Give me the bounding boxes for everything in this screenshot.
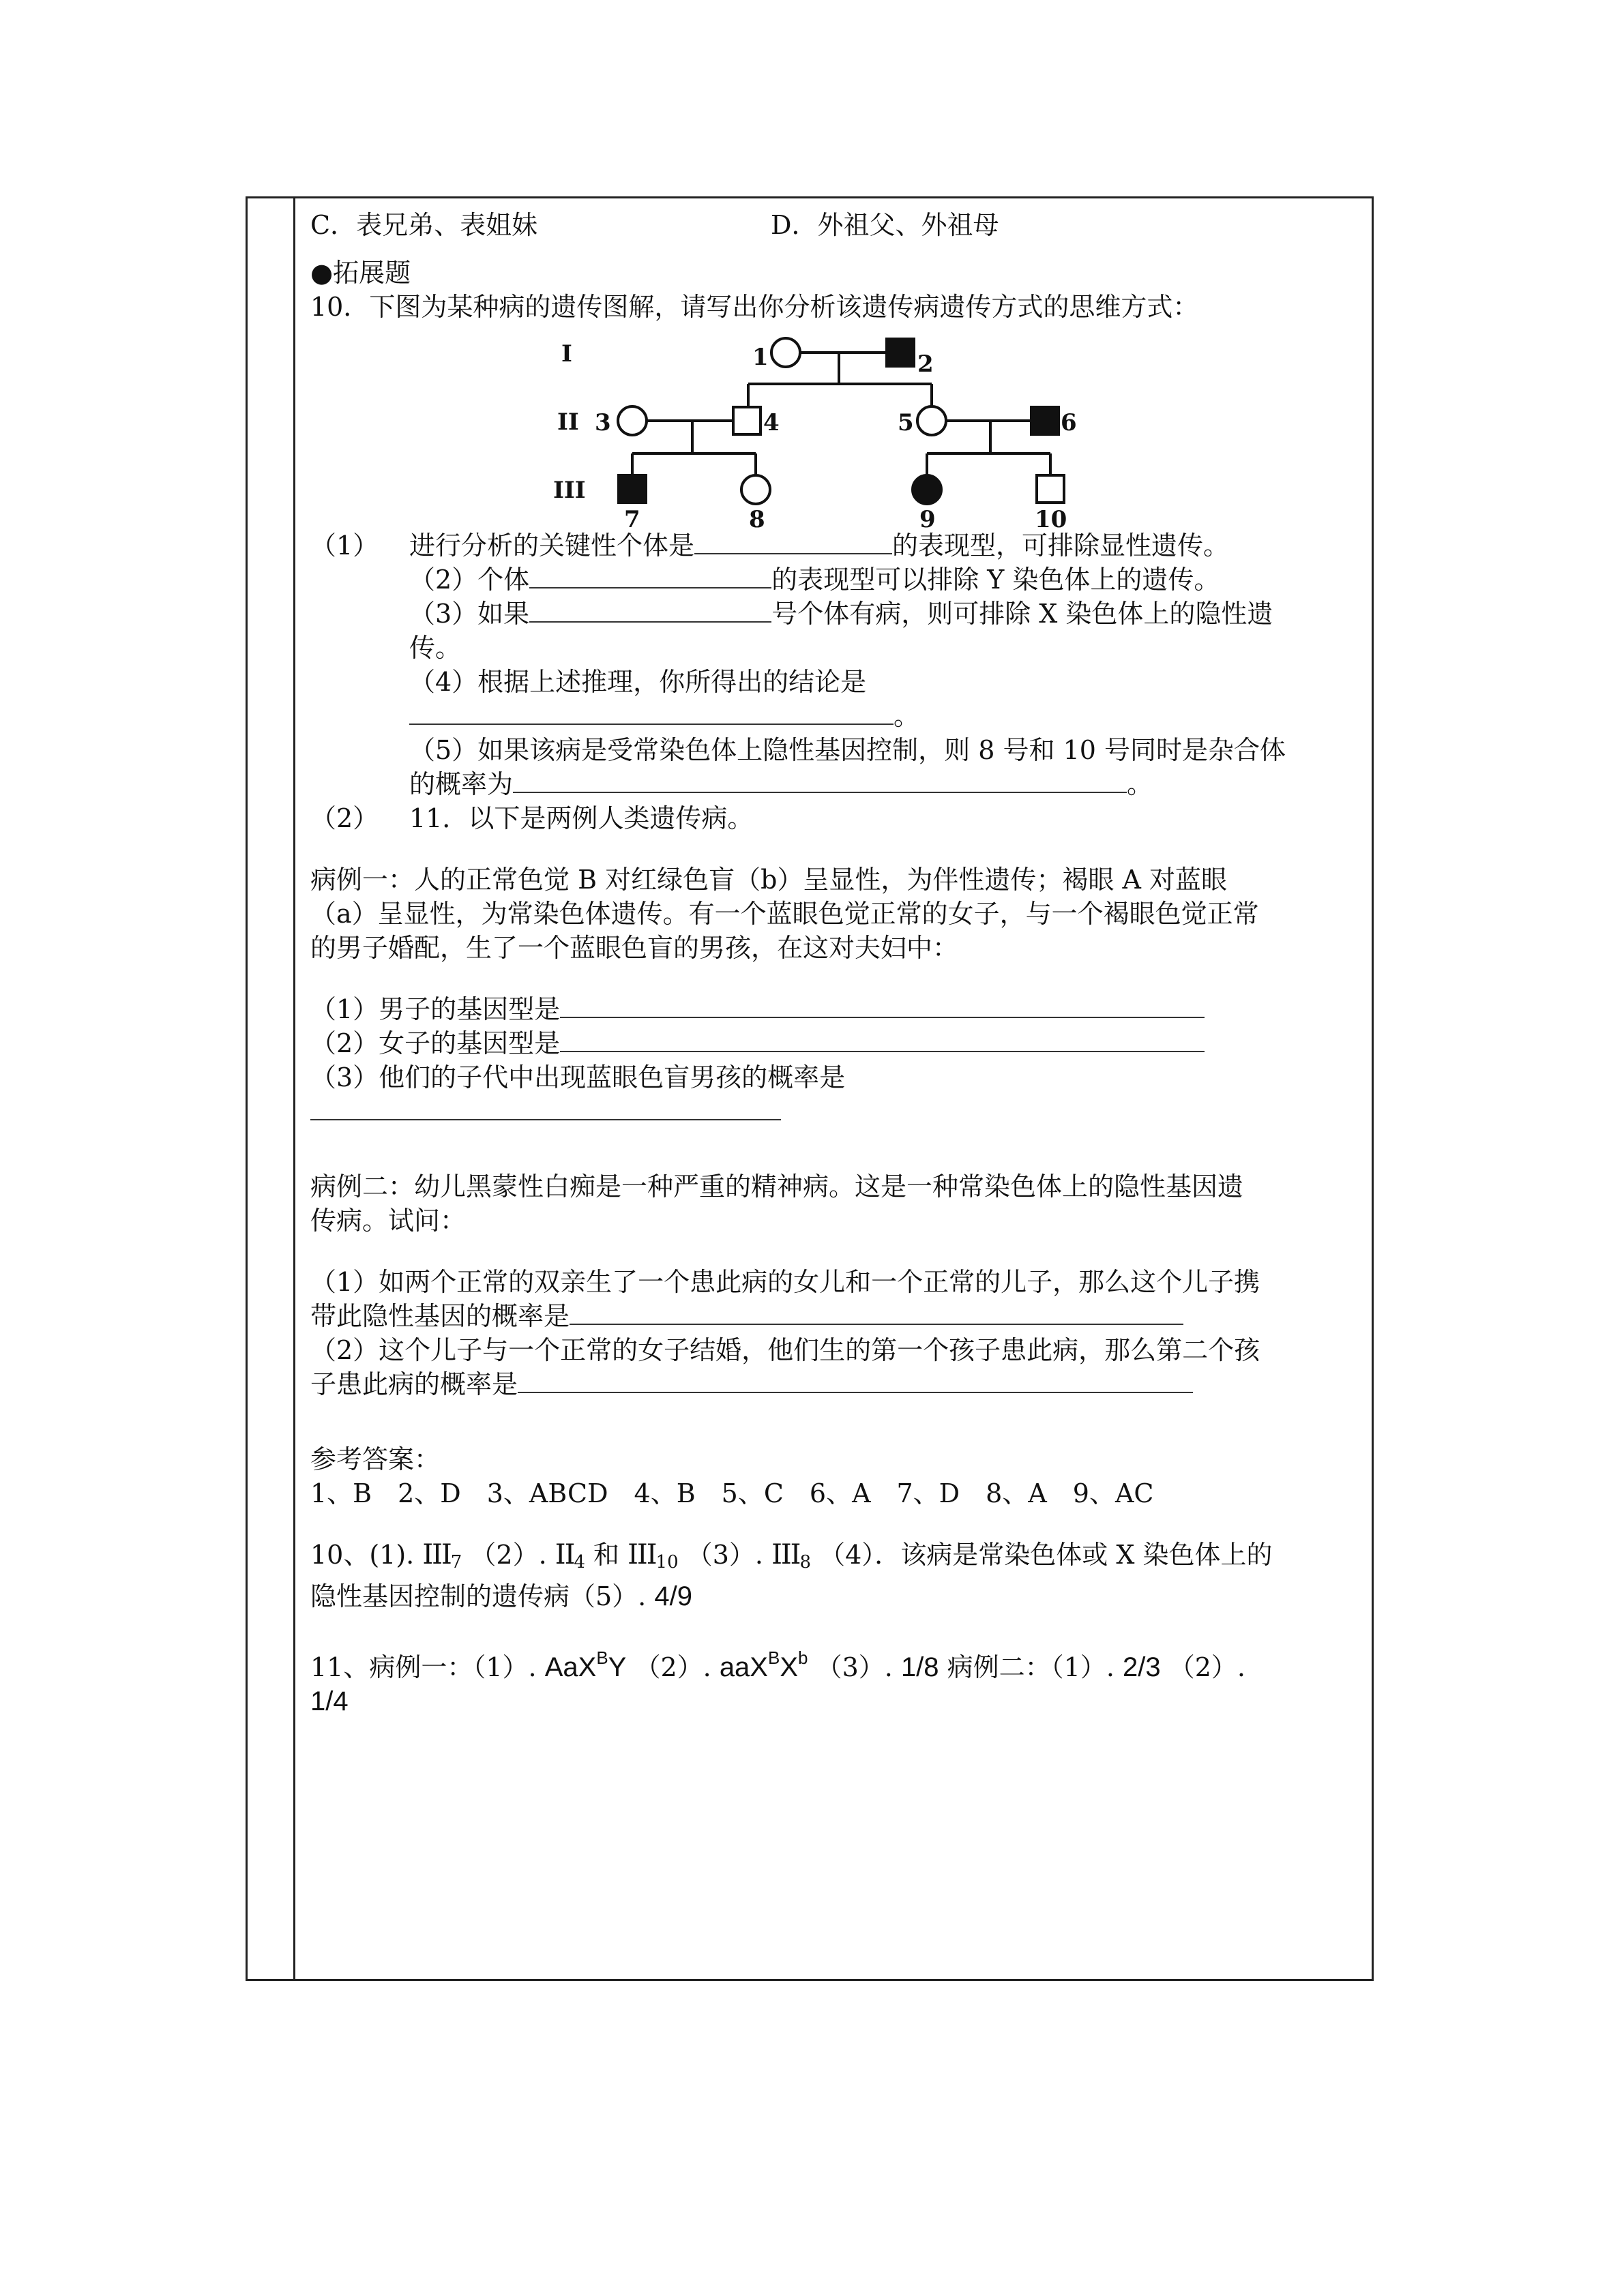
individual-1	[771, 338, 800, 367]
generation-label-2: II	[557, 408, 579, 436]
q10-part3: （3）如果 号个体有病，则可排除 X 染色体上的隐性遗	[310, 597, 1357, 631]
answer-10: 10、(1). $III_7$ （2）. $II_4$ 和 $III_{10}$ （3）. $III_8$ （4）．该病是常染色体或 X 染色体上的	[310, 1539, 1273, 1572]
q10-part5: （5）如果该病是受常染色体上隐性基因控制，则 8 号和 10 号同时是杂合体	[409, 735, 1286, 765]
individual-label-6: 6	[1061, 409, 1077, 436]
individual-4	[733, 407, 761, 434]
generation-label-3: III	[553, 477, 586, 504]
generation-label-1: I	[561, 340, 572, 368]
answer-blank[interactable]	[513, 767, 1127, 793]
individual-label-9: 9	[919, 506, 936, 533]
q10-part4: （4）根据上述推理，你所得出的结论是	[409, 667, 867, 697]
q10-part3-cont: 传。	[409, 633, 462, 663]
individual-label-4: 4	[763, 409, 780, 436]
q10-part1: （1） 进行分析的关键性个体是 的表现型，可排除显性遗传。	[310, 528, 1357, 563]
answer-blank[interactable]	[529, 597, 771, 623]
individual-3	[618, 406, 647, 435]
answer-11: 11、病例一：（1）. AaX$^B$Y （2）. $aaX^BX^b$ （3）. 1/8 病例二：（1）. 2/3 （2）.	[310, 1648, 1245, 1682]
q10-part4-blank: 。	[310, 699, 1357, 733]
case2-line2: 传病。试问：	[310, 1206, 467, 1236]
answer-blank[interactable]	[570, 1299, 1183, 1325]
case2-q2: （2）这个儿子与一个正常的女子结婚，他们生的第一个孩子患此病，那么第二个孩	[310, 1335, 1260, 1365]
q11-stem: （2） 11．以下是两例人类遗传病。	[310, 803, 754, 833]
case1-line3: 的男子婚配，生了一个蓝眼色盲的男孩，在这对夫妇中：	[310, 933, 959, 963]
answer-10-cont: 隐性基因控制的遗传病（5）. 4/9	[310, 1581, 692, 1611]
answers-mc: 1、B 2、D 3、ABCD 4、B 5、C 6、A 7、D 8、A 9、AC	[310, 1478, 1154, 1508]
q10-part5-cont: 的概率为 。	[310, 767, 1357, 801]
option-d: D．外祖父、外祖母	[771, 210, 999, 240]
case1-q3-blank	[310, 1094, 1357, 1129]
case1-q1: （1）男子的基因型是	[310, 992, 1357, 1026]
answer-blank[interactable]	[518, 1367, 1193, 1393]
case2-q1: （1）如两个正常的双亲生了一个患此病的女儿和一个正常的儿子，那么这个儿子携	[310, 1267, 1260, 1297]
answer-blank[interactable]	[310, 1094, 781, 1120]
answer-blank[interactable]	[560, 1026, 1205, 1052]
answer-blank[interactable]	[694, 528, 892, 554]
case2-line1: 病例二：幼儿黑蒙性白痴是一种严重的精神病。这是一种常染色体上的隐性基因遗	[310, 1172, 1244, 1202]
individual-label-3: 3	[595, 409, 611, 436]
extension-title: ●拓展题	[310, 258, 411, 288]
answer-blank[interactable]	[529, 563, 771, 588]
individual-7	[619, 475, 646, 503]
individual-10	[1037, 475, 1064, 503]
case2-q1-cont: 带此隐性基因的概率是	[310, 1299, 1357, 1333]
answer-blank[interactable]	[560, 992, 1205, 1018]
table-column-divider	[293, 196, 295, 1981]
individual-label-5: 5	[898, 409, 914, 436]
answer-11-cont: 1/4	[310, 1686, 349, 1716]
q10-stem: 10．下图为某种病的遗传图解，请写出你分析该遗传病遗传方式的思维方式：	[310, 292, 1199, 322]
document-content	[310, 208, 1357, 1718]
individual-9	[913, 475, 941, 504]
option-row	[310, 208, 1357, 242]
individual-label-1: 1	[752, 344, 769, 371]
case1-q2: （2）女子的基因型是	[310, 1026, 1357, 1060]
case1-line1: 病例一：人的正常色觉 B 对红绿色盲（b）呈显性，为伴性遗传；褐眼 A 对蓝眼	[310, 865, 1228, 895]
answer-blank[interactable]	[409, 699, 894, 725]
individual-label-7: 7	[624, 506, 640, 533]
individual-2	[887, 339, 914, 366]
option-c: C．表兄弟、表姐妹	[310, 210, 538, 240]
q10-part2: （2）个体 的表现型可以排除 Y 染色体上的遗传。	[310, 563, 1357, 597]
case1-line2: （a）呈显性，为常染色体遗传。有一个蓝眼色觉正常的女子，与一个褐眼色觉正常	[310, 899, 1259, 929]
individual-label-2: 2	[917, 351, 934, 378]
individual-label-8: 8	[749, 506, 765, 533]
case2-q2-cont: 子患此病的概率是	[310, 1367, 1357, 1401]
individual-5	[917, 406, 946, 435]
individual-label-10: 10	[1035, 506, 1067, 533]
individual-8	[741, 475, 770, 504]
case1-q3: （3）他们的子代中出现蓝眼色盲男孩的概率是	[310, 1062, 846, 1092]
individual-6	[1031, 407, 1059, 434]
answers-title: 参考答案：	[310, 1444, 441, 1474]
